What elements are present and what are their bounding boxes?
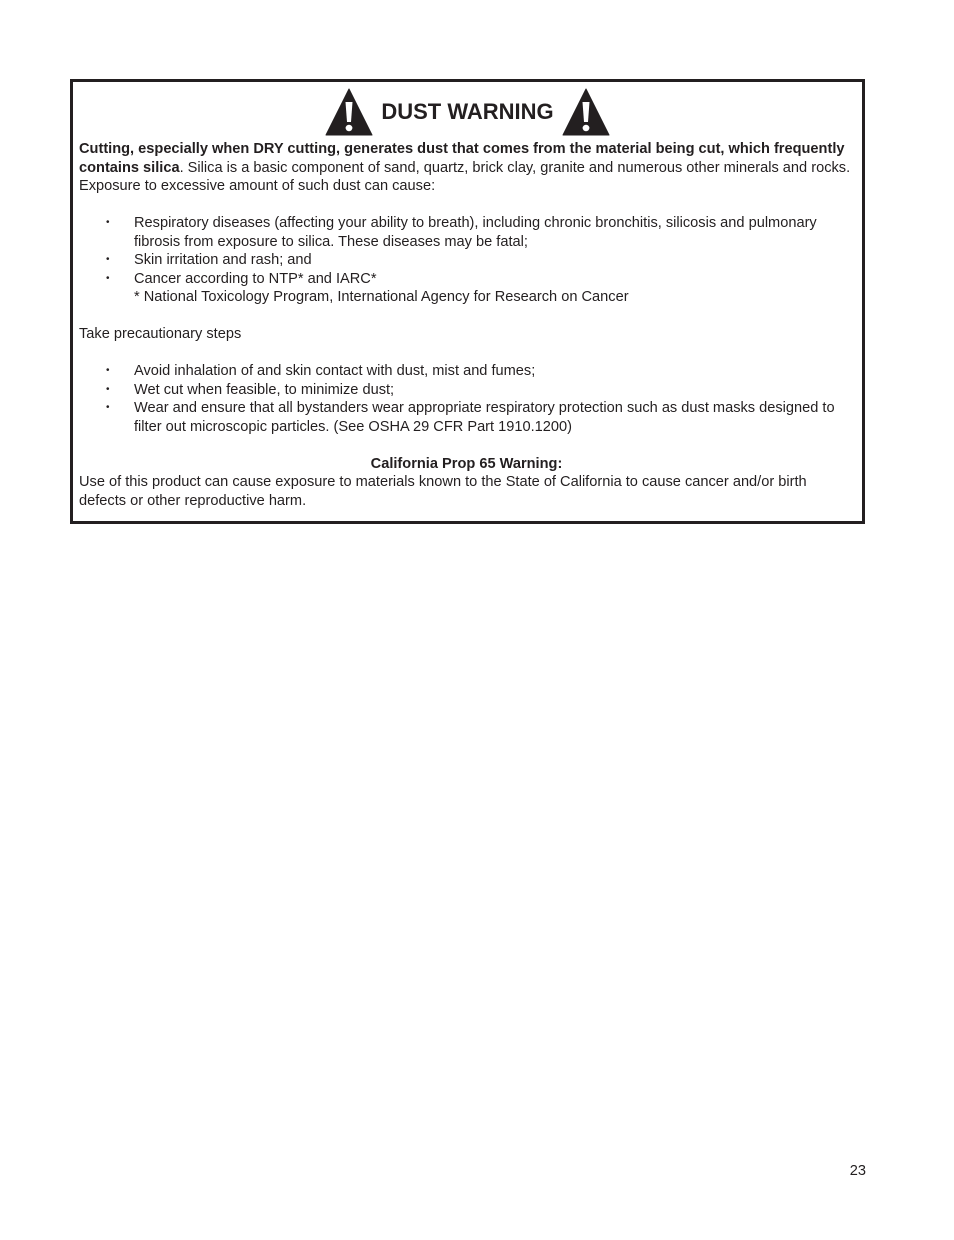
intro-bold-text: Cutting, especially when DRY cutting, generates dust that comes from the material being cut, which frequently contains silica <box>79 141 845 176</box>
warning-content <box>79 140 854 510</box>
warning-triangle-icon <box>562 88 610 136</box>
list-item: • Avoid inhalation of and skin contact with dust, mist and fumes; <box>106 363 536 379</box>
list-item: • Wear and ensure that all bystanders wear appropriate respiratory protection such as dust masks designed to filter out microscopic particles. (See OSHA 29 CFR Part 1910.1200) <box>106 400 835 435</box>
warning-title: DUST WARNING <box>381 99 554 124</box>
dust-warning-box <box>70 79 865 524</box>
bullet-icon: • <box>106 217 110 228</box>
bullet-icon: • <box>106 383 110 395</box>
precaution-list <box>79 362 854 436</box>
page-number: 23 <box>849 1163 866 1179</box>
bullet-icon: • <box>106 272 110 284</box>
footnote: * National Toxicology Program, International Agency for Research on Cancer <box>134 289 629 305</box>
list-item: • Cancer according to NTP* and IARC* <box>106 270 377 287</box>
list-item: • Wet cut when feasible, to minimize dust; <box>106 381 395 398</box>
list-item: • Respiratory diseases (affecting your ability to breath), including chronic bronchitis, silicosis and pulmonary fibrosis from exposure to silica. These diseases may be fatal; <box>106 215 817 250</box>
bullet-icon: • <box>106 365 110 376</box>
list-item: • Skin irritation and rash; and <box>106 252 312 268</box>
warning-triangle-icon <box>325 88 373 136</box>
intro-text: . Silica is a basic component of sand, quartz, brick clay, granite and numerous other minerals and rocks. Exposure to excessive amount of such dust can cause: <box>79 159 851 194</box>
bullet-icon: • <box>106 402 110 413</box>
hazard-list <box>79 214 854 288</box>
prop65-heading: California Prop 65 Warning: <box>370 455 563 472</box>
precaution-heading: Take precautionary steps <box>79 326 242 342</box>
warning-title-row <box>73 88 862 136</box>
intro-paragraph <box>79 140 854 196</box>
prop65-text: Use of this product can cause exposure to materials known to the State of California to cause cancer and/or birth defects or other reproductive harm. <box>79 474 807 509</box>
bullet-icon: • <box>106 254 110 265</box>
